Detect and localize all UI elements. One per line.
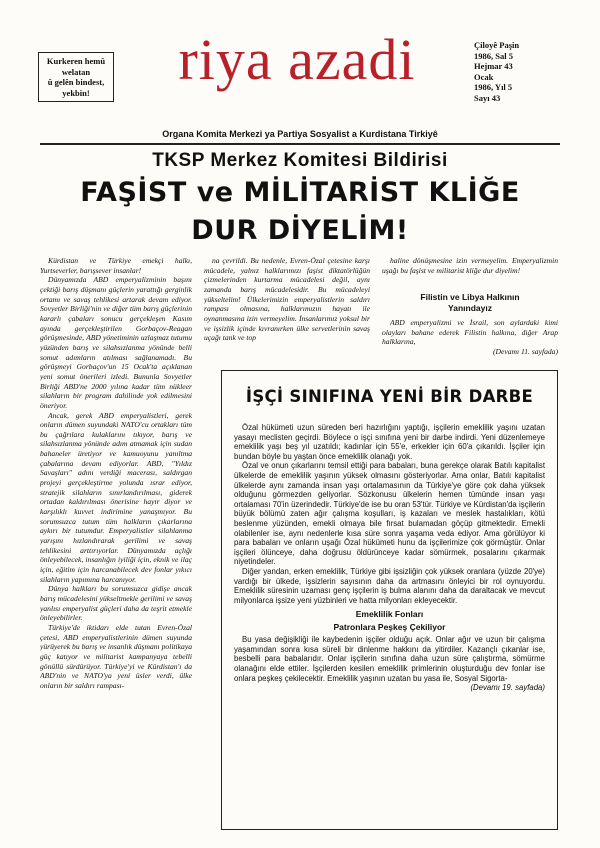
filistin-subhead: [382, 292, 558, 313]
issue-line: 1986, Yıl 5: [474, 82, 513, 92]
issue-line: Ocak: [474, 71, 494, 82]
article-column-1: [40, 256, 192, 828]
main-headline-line2: DUR DİYELİM!: [191, 215, 409, 246]
box-body: [234, 423, 545, 693]
article-column-2: [204, 256, 370, 364]
paragraph: Kürdistan ve Türkiye emekçi halkı, Yurtseverler, barışsever insanlar!: [40, 256, 192, 275]
slogan-line: û gelên bindest,: [47, 77, 105, 87]
paragraph: Dünya halkları bu sorumsuzca gidişe ancak barış mücadelesini yükseltmekle gerilimi ve savaş yanlısı emperyalist güçleri daha da teşrit etmekle önleyebilirler.: [40, 584, 192, 623]
issue-line: Çiloyê Paşin: [474, 40, 520, 50]
paragraph: Dünyamızda ABD emperyalizminin başını çektiği barış düşmanı güçlerin yarattığı gerginlik ortamı ve savaş tehlikesi artarak devam ediyor. Sovyetler Birliği'nin ve diğer tüm barış güçlerinin kararlı çabaları sonucu gerçekleşen Kasım ayında gerçekleştirilen Gorbaçov-Reagan görüşmesinde, ABD yönetiminin uzlaşmaz tutumu yüzünden barış ve silahsızlanma yönünde belli somut adımların atılması sağlanamadı. Bu görüşmeyi Gorbaçov'un 15 Ocak'ta açıklanan yeni somut önerileri izledi. Bununla Sovyetler Birliği ABD'ne 2000 yılına kadar tüm nükleer silahların bir program dahilinde yok edilmesini öneriyor.: [40, 275, 192, 410]
paragraph: na çevrildi. Bu nedenle, Evren-Özal çetesine karşı mücadele, yalnız halklarımızı faşist diktatörlüğün çizmelerinden kurtarma mücadelesi değil, aynı zamanda barış mücadelesidir. Bu mücadeleyi yükseltelim! Ülkelerimizin emperyalistlerin saldırı rampası olmasına, halklarımızın hayatı ile oynanmasına izin vermeyelim. İnsanlarımız yoksul bir ve işsizlik içinde kıvranırken ülke servetlerinin savaş uçağı tank ve top: [204, 256, 370, 343]
paragraph: Özal hükümeti uzun süreden beri hazırlığını yaptığı, işçilerin emeklilik yaşını uzatan yasayı meclisten geçirdi. Böylece o işçi sınıfına yeni bir darbe indirdi. Yeni düzenlemeye emeklilik yaşı beş yıl uzatıldı; kadınlar için 55'e, erkekler için 60'a çıkarıldı. İşçiler için bundan böyle bu yaştan önce emeklilik olanağı yok.: [234, 423, 545, 461]
slogan-line: welatan: [61, 66, 91, 77]
paragraph: Ancak, gerek ABD emperyalistleri, gerek onların dümen suyundaki NATO'cu ortakları tüm bu çağrılara kulaklarını tıkıyor, barış ve silahsızlanma yönünde adım atmamak için sudan bahaneler üretiyor ve kamuoyunu yanıltma çabalarına devam ediyorlar. ABD, "Yıldız Savaşları" adını verdiği macerası, saldırgan projeyi gerçekleştirme yolunda ısrar ediyor, stratejik silahların sınırlandırılması, giderek ortadan kaldırılması önerisine hayır diyor ve karşılıklı kuvvet indirimine yanaşmıyor. Bu sorumsuzca tutum tüm halkların çıkarlarına aykırı bir tutumdur. Emperyalistler silahlanma yarışını hızlandırarak gerilimi ve savaş tehlikesini arttırıyorlar. Dünyamızda açlığı önleyebilecek, insanlığın iyiliği için, eknik ve ilaç için, eğitim için harcanabilecek dev fonlar yıkıcı silahların yapımına harcanıyor.: [40, 410, 192, 584]
filistin-article: [382, 318, 558, 360]
slogan-box: [38, 52, 114, 102]
worker-article-box: [221, 370, 558, 830]
slogan-line: Kurkeren hemû: [46, 56, 106, 66]
subhead-line: Filistin ve Libya Halkının: [420, 292, 520, 302]
paragraph: ABD emperyalizmi ve İsrail, son aylardaki kimi olayları bahane ederek Filistin halkına, diğer Arap halklarına,: [382, 318, 558, 347]
box-subhead: Patronlara Peşkeş Çekiliyor: [333, 622, 446, 633]
continued-note: (Devamı 11. sayfada): [492, 346, 558, 356]
issue-info: [474, 40, 554, 103]
main-headline-line1: FAŞİST ve MİLİTARİST KLİĞE: [80, 177, 520, 208]
paragraph: Diğer yandan, erken emeklilik, Türkiye gibi işsizliğin çok yüksek oranlara (yüzde 20'ye) vardığı bir ülkede, işsizlerin sayısının daha da artmasını önleyici bir rol oynuyordu. Emeklilik süresinin uzaması genç işçilerin iş bulma alanını daha da daraltacak ve mevcut milyonlarca işsize yeni yüzbinleri ve hatta milyonları ekleyecektir.: [234, 566, 545, 605]
article-column-3: [382, 256, 558, 292]
masthead-subtitle: Organa Komita Merkezi ya Partiya Sosyalist a Kurdistana Tirkiyê: [162, 129, 438, 139]
issue-line: 1986, Sal 5: [474, 50, 513, 61]
masthead-title: riya azadi: [178, 27, 416, 92]
paragraph: Türkiye'de iktidarı elde tutan Evren-Özal çetesi, ABD emperyalistlerinin dümen suyunda yürüyerek bu barış ve insanlık düşmanı politikaya güç katıyor ve militarist kampanyaya tebelli gönüllü sürdürüyor. Türkiye'yi ve Kürdistan'ı da ABD'nin ve NATO'ya yeni üsler verdi, ülke onların bir saldırı rampası-: [40, 622, 192, 690]
paragraph: Bu yasa değişikliği ile kaybedenin işçiler olduğu açık. Onlar ağır ve uzun bir çalışma yaşamından sonra kısa süreli bir dinlenme hakkını da yitirdiler. Kazançlı çıkanlar ise, besbelli para babalarıdır. Onlar işçilerin sınıfına daha uzun süre çalıştırma, sömürme olanağını elde ettiler. İşçilerden kesilen emeklilik primlerinin oluşturduğu dev fonlar ise onlara peşkeş çekilecektir. Emeklilik yaşının uzatan bu yasa ile, Sosyal Sigorta-: [234, 635, 545, 683]
subhead-line: Yanındayız: [448, 302, 492, 313]
slogan-line: yekbin!: [62, 87, 90, 98]
issue-line: Hejmar 43: [474, 61, 513, 71]
continued-note: (Devamı 19. sayfada): [470, 683, 545, 693]
issue-line: Sayı 43: [474, 92, 501, 103]
box-subhead: Emeklilik Fonları: [355, 609, 424, 620]
box-headline: İŞÇİ SINIFINA YENİ BİR DARBE: [245, 387, 534, 406]
kicker-heading: TKSP Merkez Komitesi Bildirisi: [152, 150, 448, 171]
divider: [40, 143, 560, 145]
paragraph: haline dönüşmesine izin vermeyelim. Emperyalizmin uşağı bu faşist ve militarist kliğe dur diyelim!: [382, 256, 558, 275]
paragraph: Özal ve onun çıkarlarını temsil ettiği para babaları, buna gerekçe olarak Batılı kapitalist ülkelerde de emeklilik yaşının yüksek olmasını gösteriyorlar. Ama onlar, Batılı kapitalist ülkelerde aynı zamanda insan yaşı ortalamasının da Türkiye'ye göre çok daha yüksek olduğunu görmezden geliyorlar. Sözkonusu ülkelerin hemen tümünde insan yaşı ortalaması 70'in üzerindedir. Türkiye'de ise bu oran 53'tür. Türkiye ve Kürdistan'da işçilerin büyük bölümü zaten ağır çalışma koşulları, iş kazaları ve meslek hastalıkları, kötü beslenme yüzünden, emekli olmaya bile fırsat bulamadan göçüp gitmektedir. Emekli olabilenler ise, aynı nedenlerle kısa süre sonra yaşama veda ediyor. Ama görülüyor ki para babaları ve onların uşağı Özal hükümeti hunu da işçilerimize çok görmüştür. Onlar işçileri ölünceye, daha doğrusu öldürünceye kadar sömürmek, posalarını çıkarmak niyetindeler.: [234, 461, 545, 567]
